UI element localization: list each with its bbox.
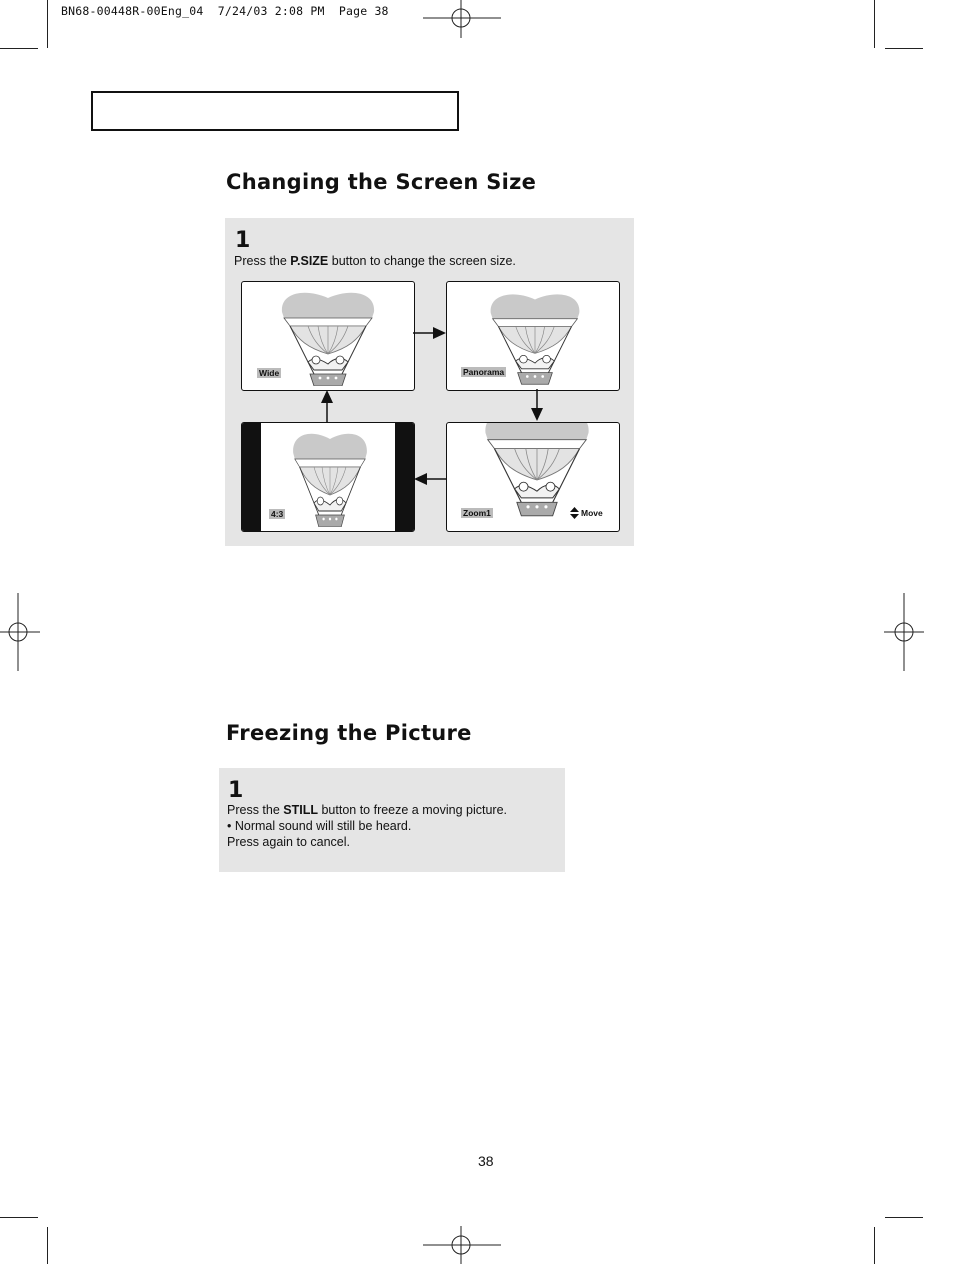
page-number: 38 xyxy=(478,1153,494,1169)
step-text: Press the P.SIZE button to change the screen size. xyxy=(234,254,516,268)
crop-mark xyxy=(874,0,875,48)
registration-mark-icon xyxy=(423,1226,501,1264)
section-title-screen-size: Changing the Screen Size xyxy=(226,170,537,194)
arrow-up-icon xyxy=(320,390,334,422)
cancel-line: Press again to cancel. xyxy=(227,835,350,849)
step-text: Press the STILL button to freeze a moving picture. • Normal sound will still be heard. Press again to cancel. xyxy=(227,803,507,849)
instruction-panel-freeze xyxy=(219,768,565,872)
hot-air-balloon-illustration xyxy=(290,431,370,527)
arrow-right-icon xyxy=(413,326,447,340)
crop-mark xyxy=(0,48,38,49)
hot-air-balloon-illustration xyxy=(276,290,380,386)
crop-mark xyxy=(874,1227,875,1264)
move-label: Move xyxy=(581,508,603,518)
crop-mark xyxy=(47,0,48,48)
registration-mark-icon xyxy=(423,0,501,38)
registration-mark-icon xyxy=(884,593,924,671)
step-number: 1 xyxy=(228,778,244,803)
mode-label-wide: Wide xyxy=(259,368,280,378)
arrow-left-icon xyxy=(414,472,447,486)
mode-label-panorama: Panorama xyxy=(463,367,505,377)
side-bar-left xyxy=(242,423,261,531)
crop-mark xyxy=(0,1217,38,1218)
screen-4-3 xyxy=(241,422,415,532)
button-name: P.SIZE xyxy=(290,254,329,268)
step-number: 1 xyxy=(235,228,251,253)
up-down-arrows-icon xyxy=(570,507,579,519)
section-title-freeze: Freezing the Picture xyxy=(226,721,472,745)
crop-mark xyxy=(885,1217,923,1218)
chapter-header-box xyxy=(91,91,459,131)
screen-wide xyxy=(241,281,415,391)
button-name: STILL xyxy=(283,803,318,817)
mode-label-zoom1: Zoom1 xyxy=(463,508,491,518)
mode-label-4-3: 4:3 xyxy=(271,509,284,519)
registration-mark-icon xyxy=(0,593,40,671)
note-line: • Normal sound will still be heard. xyxy=(227,819,412,833)
arrow-down-icon xyxy=(530,389,544,422)
screen-panorama xyxy=(446,281,620,391)
side-bar-right xyxy=(395,423,414,531)
crop-mark xyxy=(47,1227,48,1264)
crop-mark xyxy=(885,48,923,49)
print-slug: BN68-00448R-00Eng_04 7/24/03 2:08 PM Page 38 xyxy=(61,4,389,18)
screen-zoom1 xyxy=(446,422,620,532)
